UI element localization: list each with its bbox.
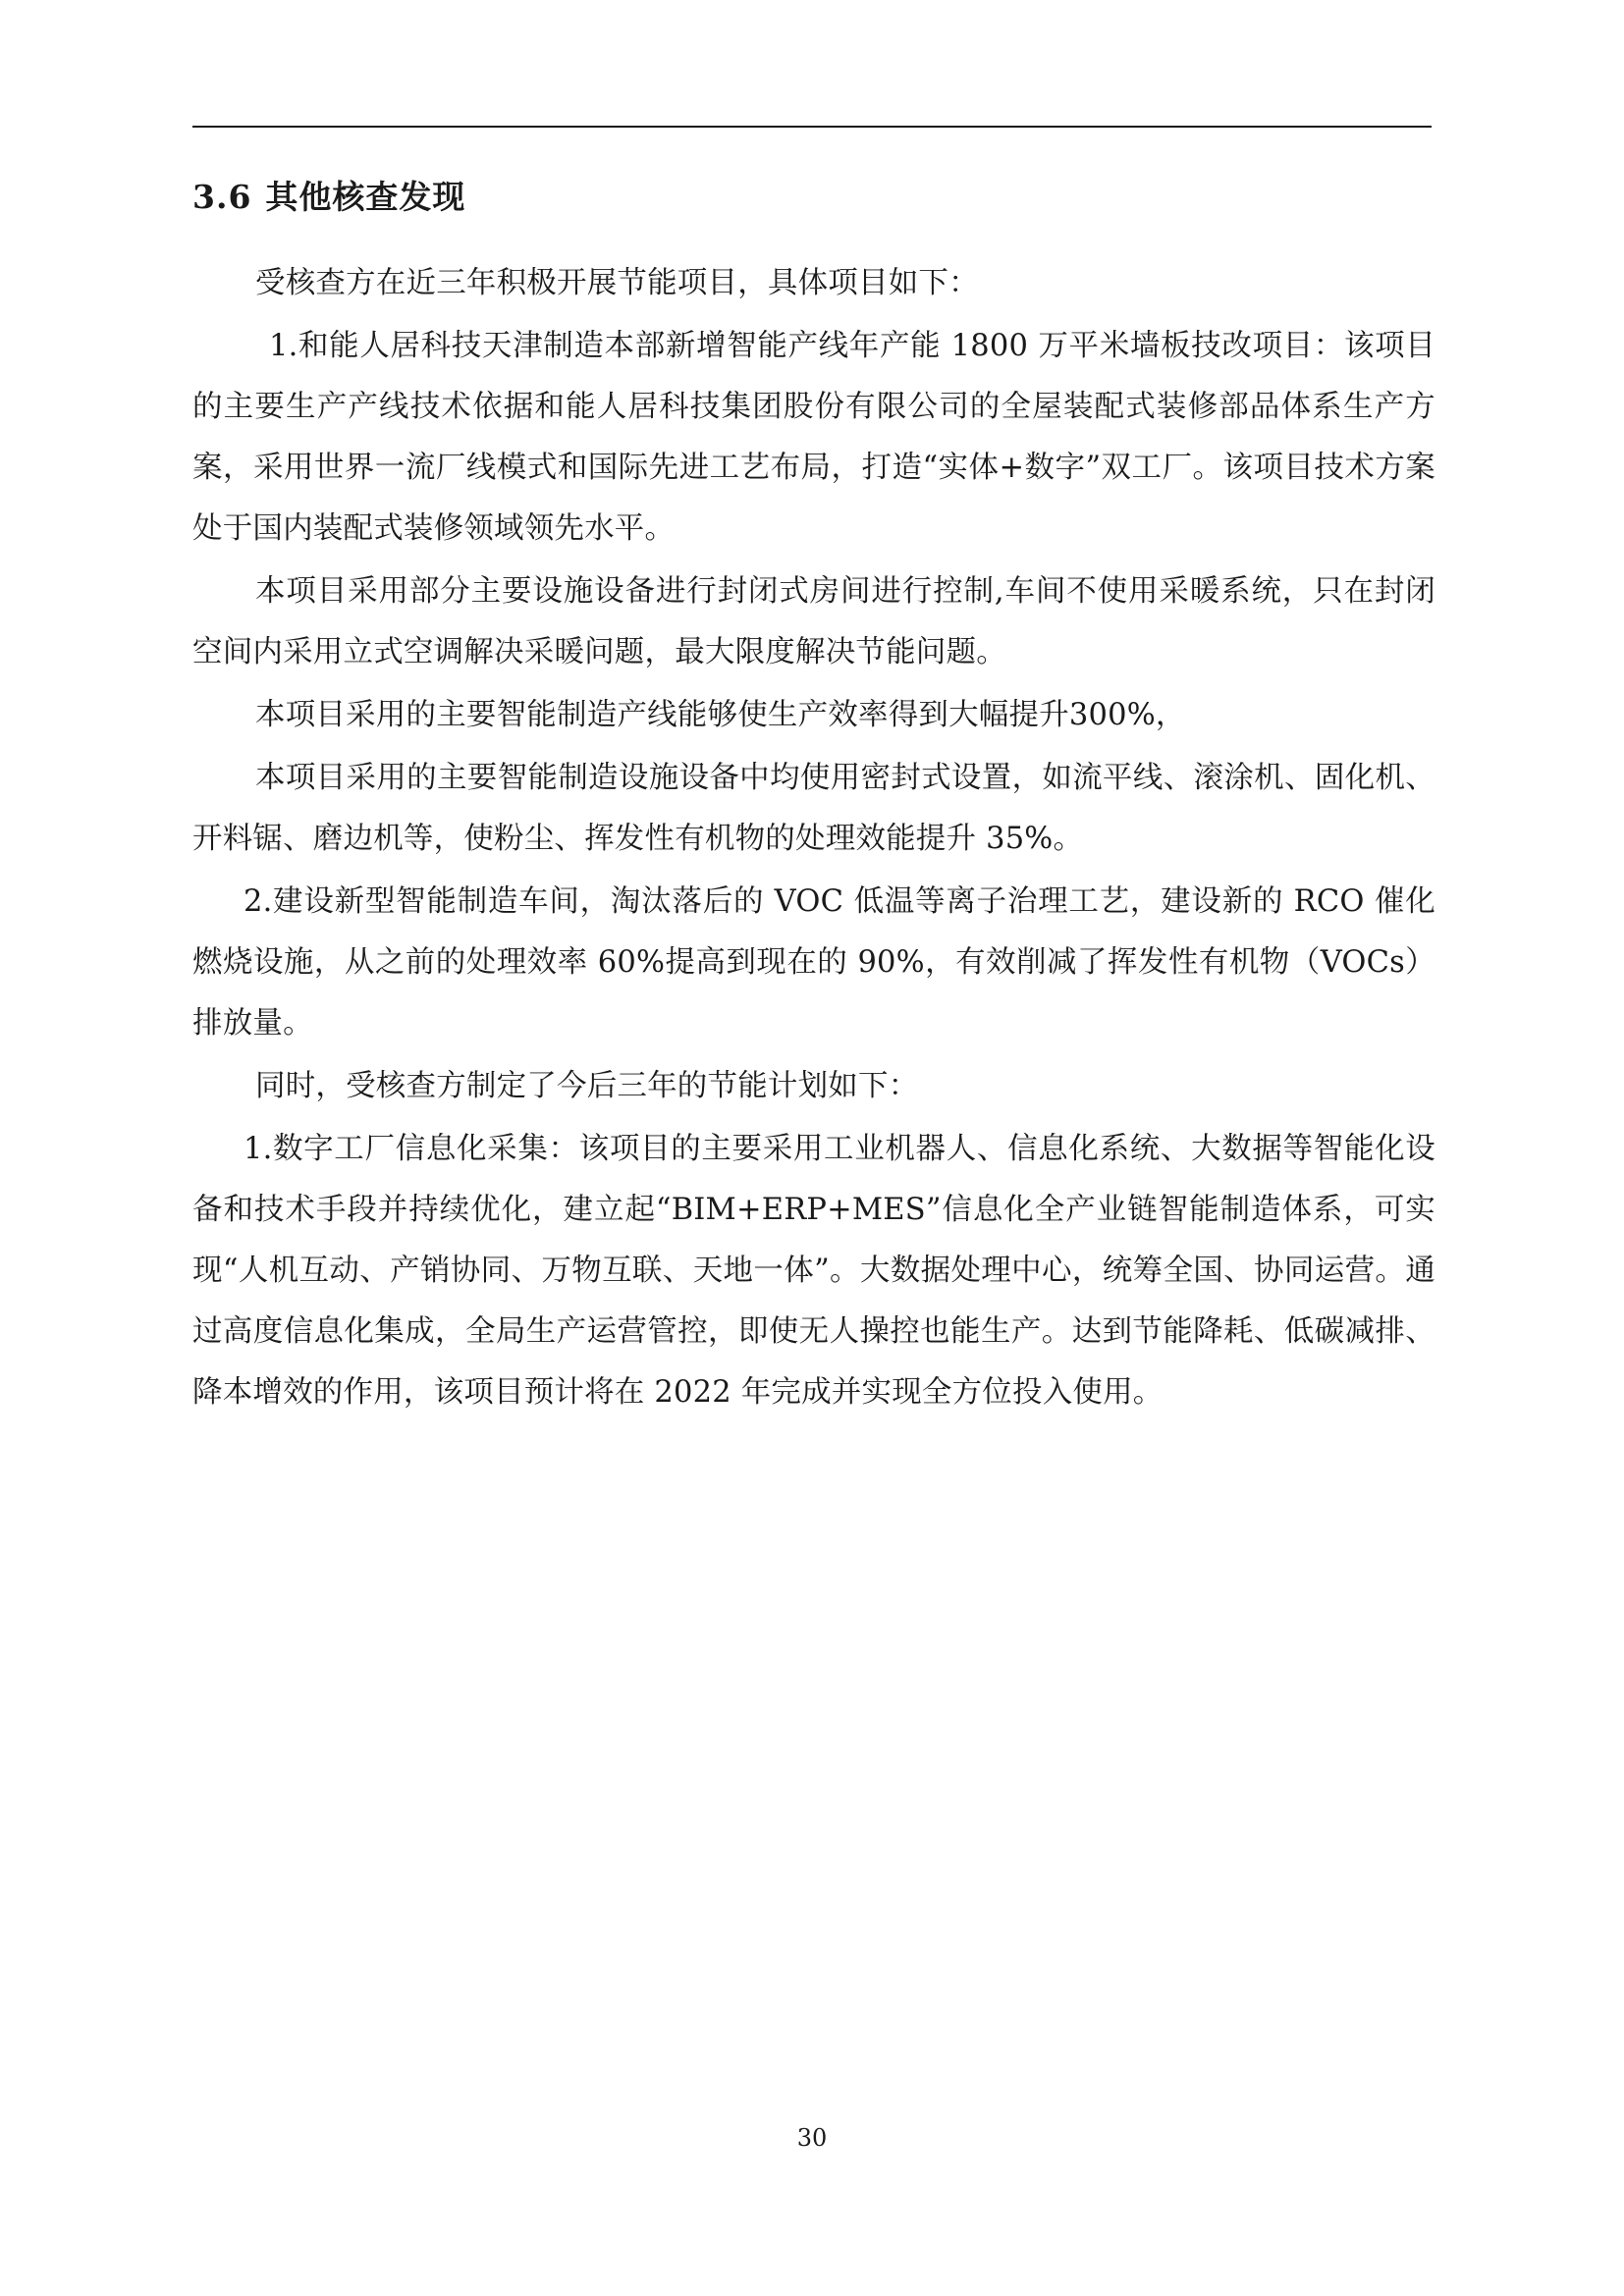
section-title-text: 其他核查发现 — [265, 178, 466, 216]
paragraph-item-2: 2.建设新型智能制造车间，淘汰落后的 VOC 低温等离子治理工艺，建设新的 RCO 催化燃烧设施，从之前的处理效率 60%提高到现在的 90%，有效削减了挥发性有机物（VOCs）排放量。 — [192, 884, 1435, 1041]
paragraph-sealed-equipment: 本项目采用的主要智能制造设施设备中均使用密封式设置，如流平线、滚涂机、固化机、开料锯、磨边机等，使粉尘、挥发性有机物的处理效能提升 35%。 — [192, 761, 1435, 857]
paragraph-facility-control: 本项目采用部分主要设施设备进行封闭式房间进行控制,车间不使用采暖系统，只在封闭空间内采用立式空调解决采暖问题，最大限度解决节能问题。 — [192, 574, 1435, 670]
paragraph-future-plan-intro: 同时，受核查方制定了今后三年的节能计划如下： — [255, 1069, 919, 1104]
paragraph-item-1: 1.和能人居科技天津制造本部新增智能产线年产能 1800 万平米墙板技改项目：该项目的主要生产产线技术依据和能人居科技集团股份有限公司的全屋装配式装修部品体系生产方案，采用世界一流厂线模式和国际先进工艺布局，打造“实体+数字”双工厂。该项目技术方案处于国内装配式装修领域领先水平。 — [192, 329, 1435, 547]
section-number: 3.6 — [192, 178, 252, 216]
page-number: 30 — [796, 2124, 828, 2152]
section-heading — [192, 175, 1435, 220]
header-divider — [192, 126, 1432, 128]
page-content — [192, 175, 1435, 1425]
paragraph-plan-item-1: 1.数字工厂信息化采集：该项目的主要采用工业机器人、信息化系统、大数据等智能化设备和技术手段并持续优化，建立起“BIM+ERP+MES”信息化全产业链智能制造体系，可实现“人机互动、产销协同、万物互联、天地一体”。大数据处理中心，统筹全国、协同运营。通过高度信息化集成，全局生产运营管控，即使无人操控也能生产。达到节能降耗、低碳减排、降本增效的作用，该项目预计将在 2022 年完成并实现全方位投入使用。 — [192, 1132, 1435, 1411]
paragraph-intro: 受核查方在近三年积极开展节能项目，具体项目如下： — [255, 266, 979, 301]
paragraph-efficiency-300: 本项目采用的主要智能制造产线能够使生产效率得到大幅提升300%， — [255, 698, 1186, 733]
